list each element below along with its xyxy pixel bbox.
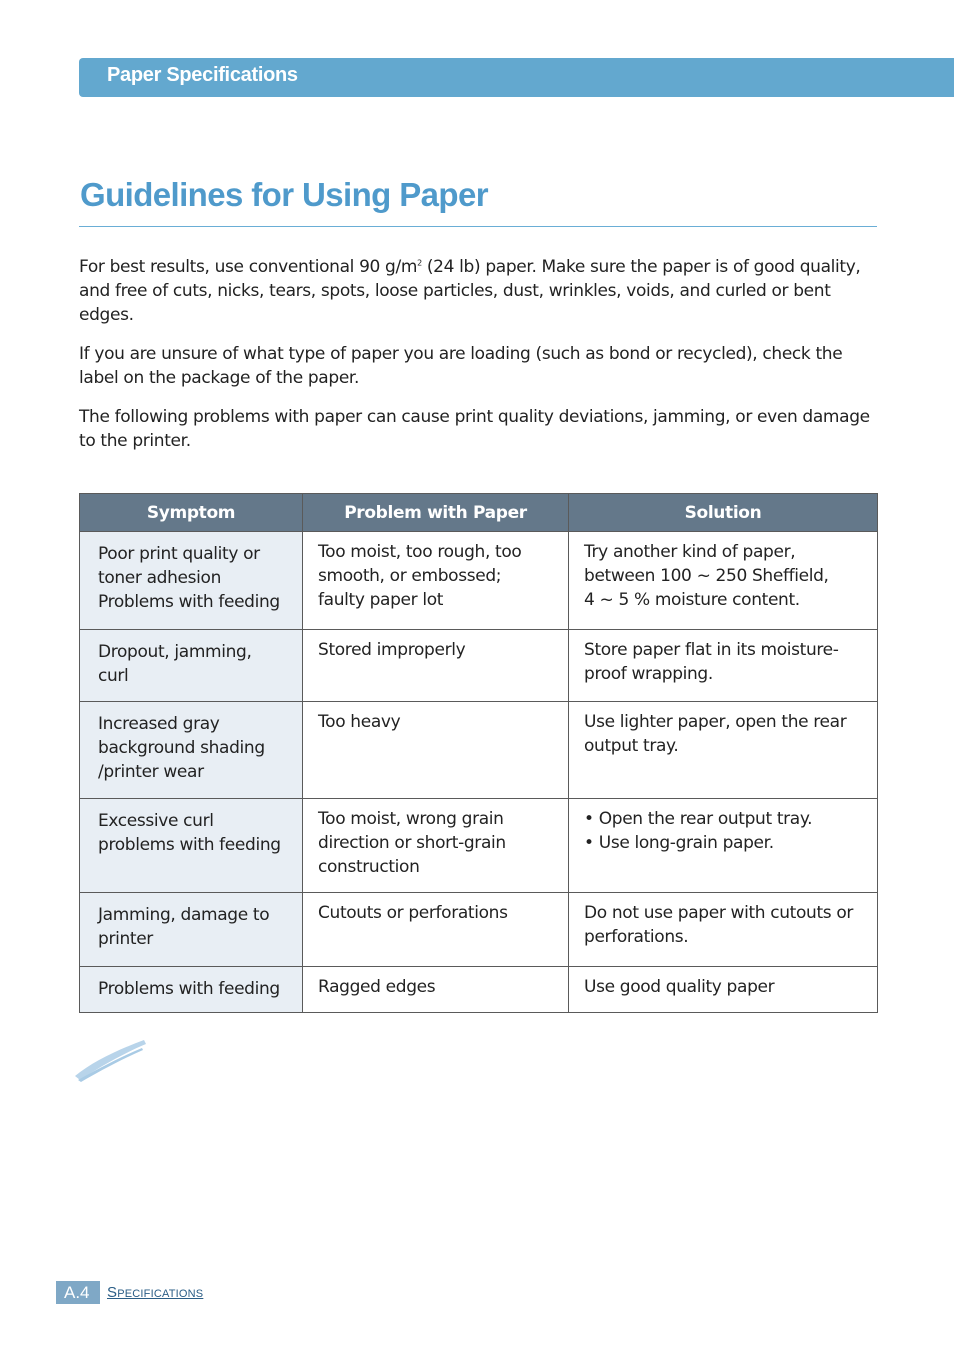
problem-cell: Stored improperly: [303, 630, 569, 702]
solution-cell: Use good quality paper: [569, 967, 878, 1013]
solution-cell: • Open the rear output tray. • Use long-grain paper.: [569, 799, 878, 893]
paragraph-paper-weight: For best results, use conventional 90 $g/m^2$ (24 lb) paper. Make sure the paper is of good quality, and free of cuts, nicks, tears, spots, loose particles, dust, wrinkles, voids, and curled or bent edges.: [79, 257, 861, 325]
table-header-row: [80, 494, 878, 532]
brush-stroke-decoration: [72, 1036, 152, 1084]
paragraph-paper-type: If you are unsure of what type of paper you are loading (such as bond or recycled), check the label on the package of the paper.: [79, 344, 843, 388]
problem-cell: Too moist, too rough, too smooth, or embossed; faulty paper lot: [303, 532, 569, 630]
column-header-problem: Problem with Paper: [303, 494, 569, 532]
symptom-cell: Increased gray background shading /printer wear: [80, 702, 303, 799]
table-row: [80, 702, 878, 799]
paper-problems-table: [79, 493, 878, 1013]
section-header-title: Paper Specifications: [107, 64, 298, 86]
symptom-cell: Jamming, damage to printer: [80, 893, 303, 967]
symptom-cell: Dropout, jamming, curl: [80, 630, 303, 702]
symptom-cell: Problems with feeding: [80, 967, 303, 1013]
solution-cell: Store paper flat in its moisture- proof wrapping.: [569, 630, 878, 702]
problem-cell: Cutouts or perforations: [303, 893, 569, 967]
table-row: [80, 799, 878, 893]
problem-cell: Ragged edges: [303, 967, 569, 1013]
title-divider: [79, 226, 877, 227]
table-row: [80, 630, 878, 702]
section-header-bar: [79, 58, 954, 97]
footer-section-name: Specifications: [107, 1284, 204, 1301]
symptom-cell: Poor print quality or toner adhesion Problems with feeding: [80, 532, 303, 630]
page-title: Guidelines for Using Paper: [80, 176, 488, 213]
solution-cell: Do not use paper with cutouts or perforations.: [569, 893, 878, 967]
symptom-cell: Excessive curl problems with feeding: [80, 799, 303, 893]
page-number: A.4: [64, 1283, 90, 1302]
table-row: [80, 532, 878, 630]
solution-cell: Use lighter paper, open the rear output tray.: [569, 702, 878, 799]
paragraph-paper-problems: The following problems with paper can cause print quality deviations, jamming, or even damage to the printer.: [79, 407, 870, 451]
table-row: [80, 967, 878, 1013]
column-header-symptom: Symptom: [80, 494, 303, 532]
solution-cell: Try another kind of paper, between 100 ~ 250 Sheffield, 4 ~ 5 % moisture content.: [569, 532, 878, 630]
problem-cell: Too heavy: [303, 702, 569, 799]
page-number-badge: [56, 1281, 100, 1304]
problem-cell: Too moist, wrong grain direction or short-grain construction: [303, 799, 569, 893]
column-header-solution: Solution: [569, 494, 878, 532]
table-row: [80, 893, 878, 967]
